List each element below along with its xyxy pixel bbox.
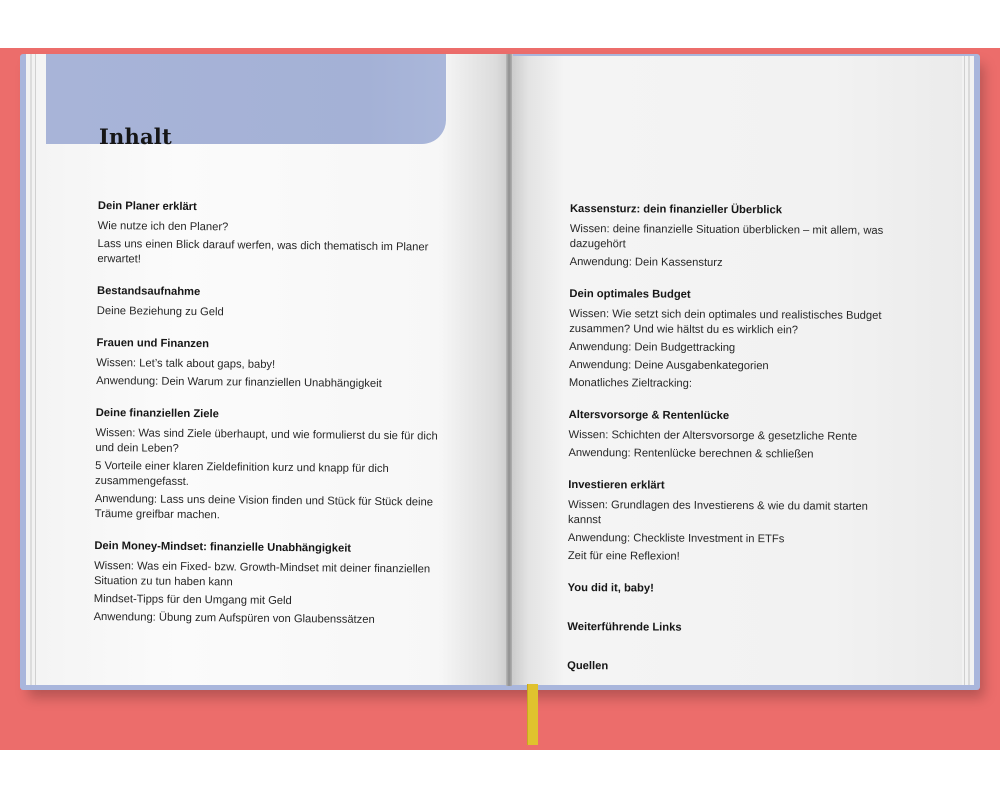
toc-section — [570, 202, 900, 272]
toc-section — [96, 336, 442, 393]
toc-section-title: Frauen und Finanzen — [96, 336, 210, 351]
toc-item: Wissen: Let’s talk about gaps, baby! — [96, 356, 276, 371]
toc-section-title: Dein Money-Mindset: finanzielle Unabhängigkeit — [94, 539, 352, 555]
bookmark-ribbon — [527, 684, 538, 745]
toc-left — [93, 199, 443, 646]
toc-section — [95, 406, 441, 526]
toc-item: Wissen: deine finanzielle Situation überblicken – mit allem, was dazugehört — [569, 222, 884, 251]
toc-section — [568, 478, 899, 566]
toc-item: Wissen: Was sind Ziele überhaupt, und wie formulierst du sie für dich und dein Leben? — [95, 426, 438, 455]
toc-section — [94, 539, 440, 629]
toc-section — [569, 287, 900, 393]
toc-section-title: Investieren erklärt — [568, 478, 665, 492]
toc-item: Anwendung: Dein Budgettracking — [569, 340, 736, 355]
toc-item: Wissen: Wie setzt sich dein optimales und realistisches Budget zusammen? Und wie hältst du es wirklich ein? — [569, 307, 882, 337]
toc-section — [568, 408, 898, 463]
toc-section-title: Dein Planer erklärt — [97, 199, 197, 214]
toc-right — [567, 202, 900, 685]
toc-section-title: Dein optimales Budget — [569, 287, 691, 301]
right-page — [510, 56, 962, 685]
toc-section-title: Altersvorsorge & Rentenlücke — [568, 408, 730, 422]
toc-item: Deine Beziehung zu Geld — [96, 304, 224, 319]
toc-item: Lass uns einen Blick darauf werfen, was dich thematisch im Planer erwartet! — [97, 237, 429, 266]
toc-item: 5 Vorteile einer klaren Zieldefinition kurz und knapp für dich zusammengefasst. — [94, 459, 389, 488]
toc-item: Anwendung: Übung zum Aufspüren von Glaubenssätzen — [93, 610, 375, 626]
toc-section-title: Deine finanziellen Ziele — [95, 406, 219, 421]
toc-section-title: Bestandsaufnahme — [96, 284, 201, 299]
toc-closing-entry: Quellen — [567, 659, 609, 673]
toc-item: Anwendung: Rentenlücke berechnen & schließen — [568, 446, 814, 461]
toc-item: Wissen: Was ein Fixed- bzw. Growth-Mindset mit deiner finanziellen Situation zu tun haben kann — [93, 559, 431, 589]
toc-item: Anwendung: Dein Warum zur finanziellen Unabhängigkeit — [96, 374, 382, 390]
toc-closing-entry: Weiterführende Links — [567, 620, 682, 634]
toc-item: Anwendung: Lass uns deine Vision finden und Stück für Stück deine Träume greifbar machen. — [94, 492, 434, 522]
left-page — [36, 54, 510, 685]
toc-item: Wie nutze ich den Planer? — [97, 219, 229, 234]
toc-item: Anwendung: Deine Ausgabenkategorien — [568, 358, 769, 373]
toc-item: Wissen: Grundlagen des Investierens & wie du damit starten kannst — [568, 498, 868, 527]
page-title: Inhalt — [99, 124, 172, 149]
book-gutter — [506, 54, 512, 686]
toc-item: Mindset-Tipps für den Umgang mit Geld — [93, 592, 292, 608]
toc-closing-entry: You did it, baby! — [567, 581, 654, 595]
toc-item: Anwendung: Checkliste Investment in ETFs — [567, 531, 785, 546]
toc-item: Anwendung: Dein Kassensturz — [569, 255, 723, 269]
toc-section — [97, 284, 442, 323]
toc-item: Wissen: Schichten der Altersvorsorge & gesetzliche Rente — [568, 428, 858, 443]
top-margin — [0, 0, 1000, 48]
toc-section — [97, 199, 443, 271]
toc-item: Monatliches Zieltracking: — [568, 376, 693, 390]
toc-section-title: Kassensturz: dein finanzieller Überblick — [569, 202, 782, 217]
bottom-margin — [0, 750, 1000, 800]
toc-item: Zeit für eine Reflexion! — [567, 549, 680, 563]
